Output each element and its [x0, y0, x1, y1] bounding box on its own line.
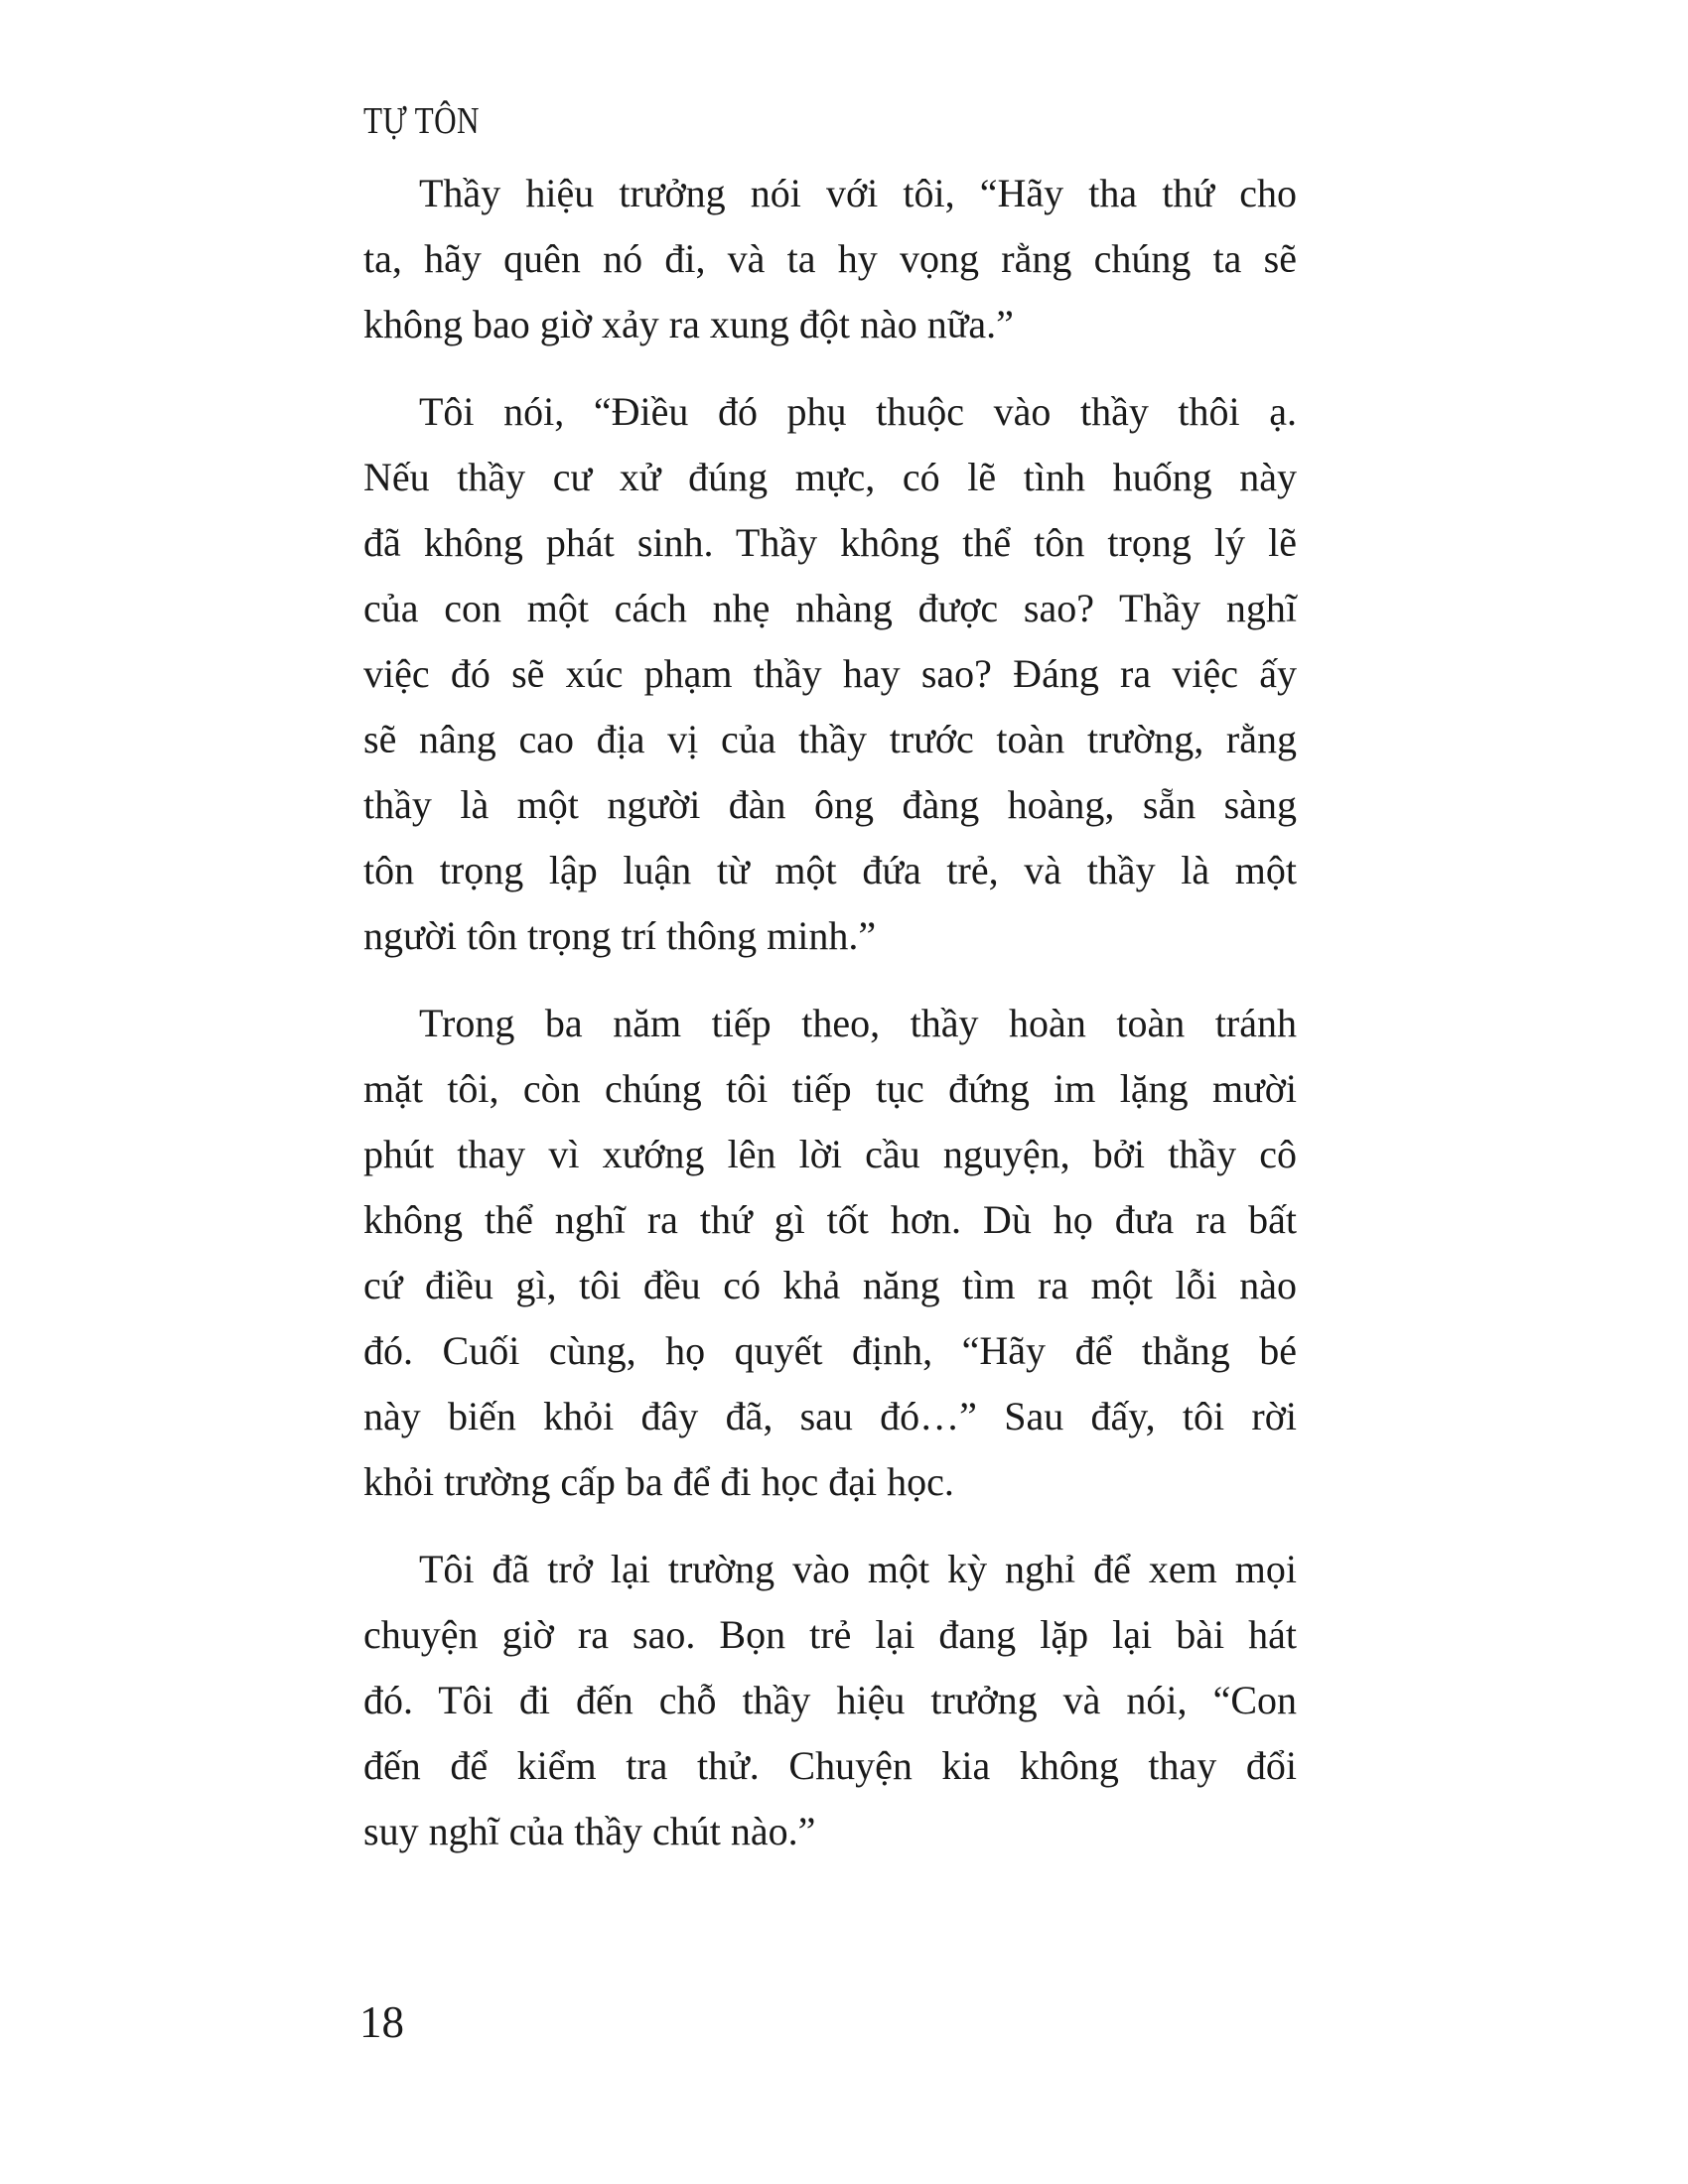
- text-line: của con một cách nhẹ nhàng được sao? Thầy nghĩ: [363, 586, 1297, 630]
- text-line: Trong ba năm tiếp theo, thầy hoàn toàn tránh: [419, 1001, 1297, 1045]
- text-line: này biến khỏi đây đã, sau đó…” Sau đấy, tôi rời: [363, 1394, 1297, 1438]
- text-line: không thể nghĩ ra thứ gì tốt hơn. Dù họ đưa ra bất: [363, 1197, 1297, 1242]
- text-line: không bao giờ xảy ra xung đột nào nữa.”: [363, 302, 1014, 346]
- text-line: việc đó sẽ xúc phạm thầy hay sao? Đáng ra việc ấy: [363, 651, 1297, 696]
- text-line: chuyện giờ ra sao. Bọn trẻ lại đang lặp lại bài hát: [363, 1612, 1297, 1657]
- text-line: Thầy hiệu trưởng nói với tôi, “Hãy tha thứ cho: [419, 171, 1297, 215]
- text-line: mặt tôi, còn chúng tôi tiếp tục đứng im lặng mười: [363, 1066, 1297, 1111]
- text-line: suy nghĩ của thầy chút nào.”: [363, 1809, 816, 1853]
- text-block: [363, 161, 1297, 1886]
- text-line: người tôn trọng trí thông minh.”: [363, 913, 877, 958]
- paragraph: [363, 379, 1297, 969]
- text-line: Nếu thầy cư xử đúng mực, có lẽ tình huống này: [363, 455, 1297, 499]
- text-line: đã không phát sinh. Thầy không thể tôn trọng lý lẽ: [363, 520, 1297, 565]
- text-line: phút thay vì xướng lên lời cầu nguyện, bởi thầy cô: [363, 1132, 1297, 1176]
- text-line: sẽ nâng cao địa vị của thầy trước toàn trường, rằng: [363, 717, 1297, 761]
- paragraph: [363, 1537, 1297, 1864]
- running-header: TỰ TÔN: [363, 100, 480, 142]
- text-line: Tôi nói, “Điều đó phụ thuộc vào thầy thôi ạ.: [419, 389, 1297, 434]
- text-line: ta, hãy quên nó đi, và ta hy vọng rằng chúng ta sẽ: [363, 236, 1297, 281]
- text-line: đó. Tôi đi đến chỗ thầy hiệu trưởng và nói, “Con: [363, 1678, 1297, 1722]
- page-number: 18: [359, 1997, 404, 2047]
- text-line: tôn trọng lập luận từ một đứa trẻ, và thầy là một: [363, 848, 1297, 892]
- text-line: đến để kiểm tra thử. Chuyện kia không thay đổi: [363, 1743, 1297, 1788]
- text-line: thầy là một người đàn ông đàng hoàng, sẵn sàng: [363, 782, 1297, 827]
- paragraph: [363, 161, 1297, 357]
- text-line: cứ điều gì, tôi đều có khả năng tìm ra một lỗi nào: [363, 1263, 1297, 1307]
- text-line: Tôi đã trở lại trường vào một kỳ nghỉ để xem mọi: [419, 1547, 1297, 1591]
- text-line: khỏi trường cấp ba để đi học đại học.: [363, 1459, 954, 1504]
- paragraph: [363, 991, 1297, 1515]
- text-line: đó. Cuối cùng, họ quyết định, “Hãy để thằng bé: [363, 1328, 1297, 1373]
